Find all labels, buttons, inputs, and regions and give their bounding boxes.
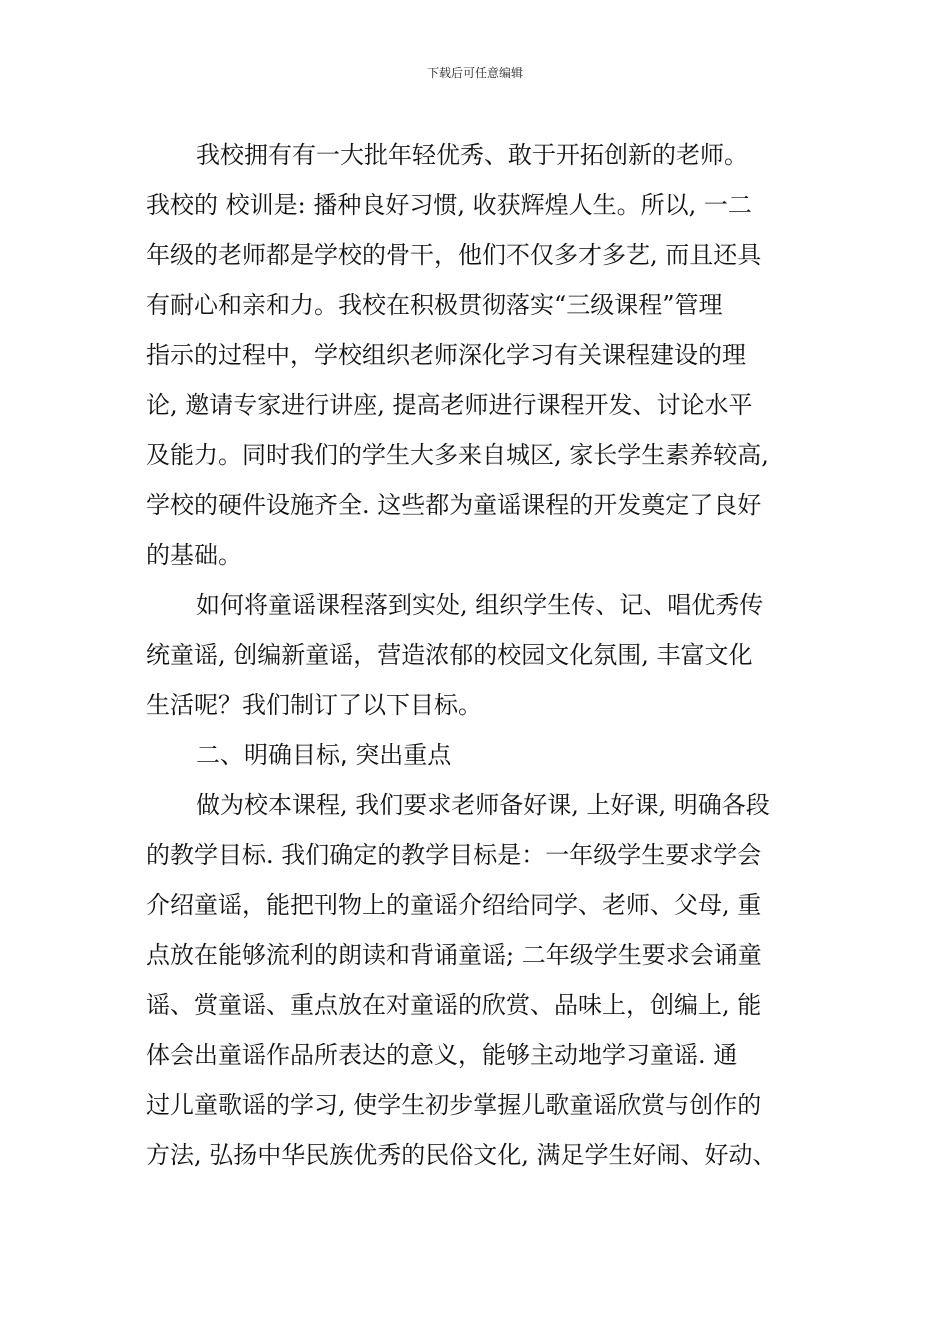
body-text <box>146 130 806 1180</box>
paragraph-line: 我校拥有有一大批年轻优秀、敢于开拓创新的老师。 <box>196 141 748 169</box>
paragraph-line: 指示的过程中，学校组织老师深化学习有关课程建设的理 <box>146 341 746 369</box>
paragraph-line: 的基础。 <box>146 541 242 569</box>
paragraph-line: 方法, 弘扬中华民族优秀的民俗文化, 满足学生好闹、好动、 <box>146 1141 777 1169</box>
paragraph-line: 论, 邀请专家进行讲座, 提高老师进行课程开发、讨论水平 <box>146 391 753 419</box>
paragraph-line: 过儿童歌谣的学习, 使学生初步掌握儿歌童谣欣赏与创作的 <box>146 1091 762 1119</box>
paragraph-line: 生活呢？我们制订了以下目标。 <box>146 691 482 719</box>
paragraph-line: 介绍童谣，能把刊物上的童谣介绍给同学、老师、父母, 重 <box>146 891 762 919</box>
paragraph-line: 有耐心和亲和力。我校在积极贯彻落实“三级课程”管理 <box>146 291 723 319</box>
page-header: 下载后可任意编辑 <box>426 66 523 80</box>
paragraph-line: 及能力。同时我们的学生大多来自城区, 家长学生素养较高, <box>146 441 769 469</box>
paragraph-line: 谣、赏童谣、重点放在对童谣的欣赏、品味上，创编上, 能 <box>146 991 762 1019</box>
paragraph-line: 的教学目标. 我们确定的教学目标是：一年级学生要求学会 <box>146 841 762 869</box>
paragraph-line: 年级的老师都是学校的骨干，他们不仅多才多艺, 而且还具 <box>146 241 762 269</box>
paragraph-line: 点放在能够流利的朗读和背诵童谣; 二年级学生要求会诵童 <box>146 941 762 969</box>
paragraph-line: 做为校本课程, 我们要求老师备好课, 上好课, 明确各段 <box>196 791 770 819</box>
paragraph-line: 学校的硬件设施齐全. 这些都为童谣课程的开发奠定了良好 <box>146 491 762 519</box>
section-heading: 二、明确目标, 突出重点 <box>196 741 452 769</box>
paragraph-line: 如何将童谣课程落到实处, 组织学生传、记、唱优秀传 <box>196 591 764 619</box>
paragraph-line: 统童谣, 创编新童谣，营造浓郁的校园文化氛围, 丰富文化 <box>146 641 753 669</box>
paragraph-line: 我校的 校训是: 播种良好习惯, 收获辉煌人生。所以, 一二 <box>146 191 752 219</box>
paragraph-line: 体会出童谣作品所表达的意义，能够主动地学习童谣. 通 <box>146 1041 738 1069</box>
